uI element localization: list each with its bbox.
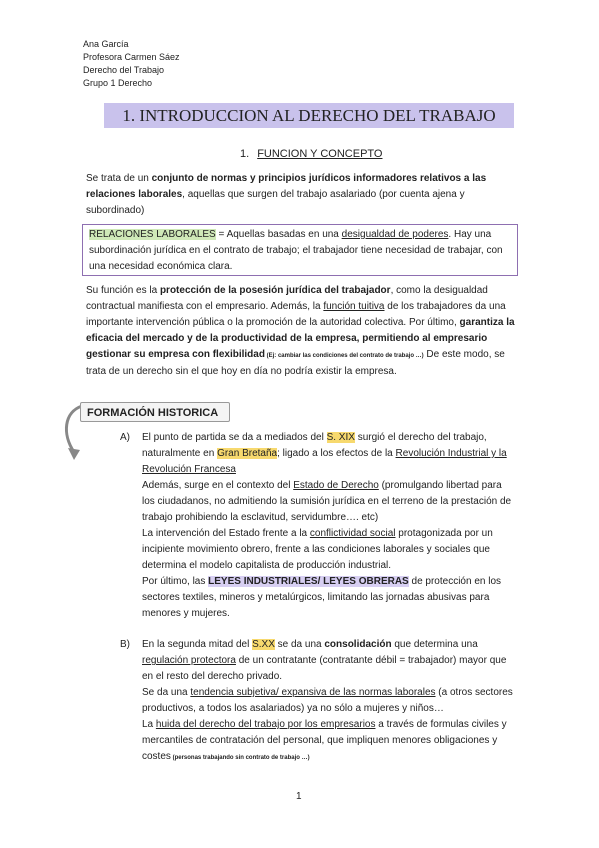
item-b-text-3: que determina una [391, 639, 478, 650]
section-heading [240, 148, 382, 160]
item-b-p3-text: La [142, 719, 156, 730]
page-number: 1 [296, 791, 302, 802]
item-b-text-4: de un contratante (contratante débil = trabajador) mayor que en el resto del derecho privado. [142, 655, 507, 682]
box-text-2: . Hay una subordinación jurídica en el contrato de trabajo; el trabajador tiene necesidad de trabajar, con una necesidad económica clara. [89, 229, 503, 272]
header-line-professor: Profesora Carmen Sáez [83, 52, 180, 62]
item-b-p2-underline: tendencia subjetiva/ expansiva de las normas laborales [190, 687, 436, 698]
intro-text: Se trata de un [86, 173, 152, 184]
item-a-highlight: S. XIX [326, 432, 355, 443]
intro-paragraph [86, 171, 516, 219]
item-b-p3-text-2: a través de formulas civiles y mercantiles de contratación del personal, que impliquen menores obligaciones y costes [142, 719, 507, 762]
item-a-text: El punto de partida se da a mediados del [142, 432, 327, 443]
item-b-highlight: S.XX [252, 639, 275, 650]
item-b-underline: regulación protectora [142, 655, 236, 666]
item-b-p2-text: Se da una [142, 687, 191, 698]
item-a-text-3: ; ligado a los efectos de la [277, 448, 396, 459]
box-underline: desigualdad de poderes [341, 229, 449, 240]
func-bold-2: garantiza la eficacia del mercado y de la productividad de la empresa, permitiendo al empresario gestionar su empresa con flexibilidad [86, 317, 515, 360]
item-b-p3-small-note: (personas trabajando sin contrato de trabajo …) [170, 755, 310, 761]
item-a-p2-text-2: (promulgando libertad para los ciudadanos, no admitiendo la sumisión jurídica en el terreno de la prestación de trabajo prohibiendo la esclavitud, servidumbre…. etc) [142, 480, 512, 523]
section-title: FUNCION Y CONCEPTO [257, 148, 383, 160]
item-b-p2-text-2: (a otros sectores productivos, a todos los asalariados) ya no sólo a mujeres y niños… [142, 687, 513, 714]
item-a-underline: Revolución Industrial y la Revolución Francesa [142, 448, 507, 475]
func-bold: protección de la posesión jurídica del trabajador [159, 285, 391, 296]
item-b-para-3 [142, 717, 516, 766]
item-b-para-1 [142, 637, 516, 685]
box-label: RELACIONES LABORALES [89, 229, 216, 240]
item-a-p2-underline: Estado de Derecho [293, 480, 379, 491]
document-title: 1. INTRODUCCION AL DERECHO DEL TRABAJO [104, 103, 514, 128]
item-a-highlight-2: Gran Bretaña [217, 448, 278, 459]
item-b-p3-underline: huida del derecho del trabajo por los empresarios [155, 719, 376, 730]
item-a-para-4 [142, 574, 516, 622]
item-a-marker: A) [120, 432, 130, 443]
item-b-text: En la segunda mitad del [142, 639, 253, 650]
item-a-p2-text: Además, surge en el contexto del [142, 480, 294, 491]
item-a-p3-text-2: protagonizada por un incipiente movimiento obrero, frente a las condiciones laborales y sociales que determina el modelo capitalista de producción industrial. [142, 528, 493, 571]
item-a-p4-text-2: de protección en los sectores textiles, mineros y metalúrgicos, limitando las jornadas abusivas para menores y mujeres. [142, 576, 502, 619]
list-item-b [120, 637, 516, 766]
item-b-text-2: se da una [274, 639, 325, 650]
func-text-4: De este modo, se trata de un derecho sin el que hoy en día no podría existir la empresa. [86, 349, 505, 377]
item-a-text-2: surgió el derecho del trabajo, naturalmente en [142, 432, 487, 459]
relaciones-laborales-box [82, 224, 518, 276]
func-underline: función tuitiva [323, 301, 385, 312]
list-item-a [120, 430, 516, 622]
box-text: = Aquellas basadas en una [215, 229, 342, 240]
author-header [83, 38, 180, 90]
header-line-group: Grupo 1 Derecho [83, 78, 153, 88]
func-text-3: de los trabajadores da una importante intervención pública o la promoción de la autoridad colectiva. Por último, [86, 301, 506, 328]
item-a-p4-highlight: LEYES INDUSTRIALES/ LEYES OBRERAS [208, 576, 409, 587]
item-a-p3-underline: conflictividad social [309, 528, 396, 539]
function-paragraph [86, 283, 518, 380]
section-number: 1. [240, 148, 250, 160]
func-small-note: (Ej: cambiar las condiciones del contrato de trabajo …) [264, 353, 424, 359]
formacion-historica-heading: FORMACIÓN HISTORICA [80, 402, 230, 422]
item-a-para-3 [142, 526, 516, 574]
item-b-bold: consolidación [324, 639, 392, 650]
intro-text-2: , aquellas que surgen del trabajo asalariado (por cuenta ajena y subordinado) [86, 189, 465, 216]
header-line-subject: Derecho del Trabajo [83, 65, 165, 75]
func-text-2: , como la desigualdad contractual manifiesta con el empresario. Además, la [86, 285, 488, 312]
item-a-para-2 [142, 478, 516, 526]
item-b-marker: B) [120, 639, 130, 650]
item-a-p4-text: Por último, las [142, 576, 209, 587]
item-b-para-2 [142, 685, 516, 717]
intro-bold: conjunto de normas y principios jurídicos informadores relativos a las relaciones laborales [86, 173, 487, 200]
func-text: Su función es la [86, 285, 160, 296]
item-a-para-1 [142, 430, 516, 478]
header-line-author: Ana García [83, 39, 129, 49]
item-a-p3-text: La intervención del Estado frente a la [142, 528, 310, 539]
